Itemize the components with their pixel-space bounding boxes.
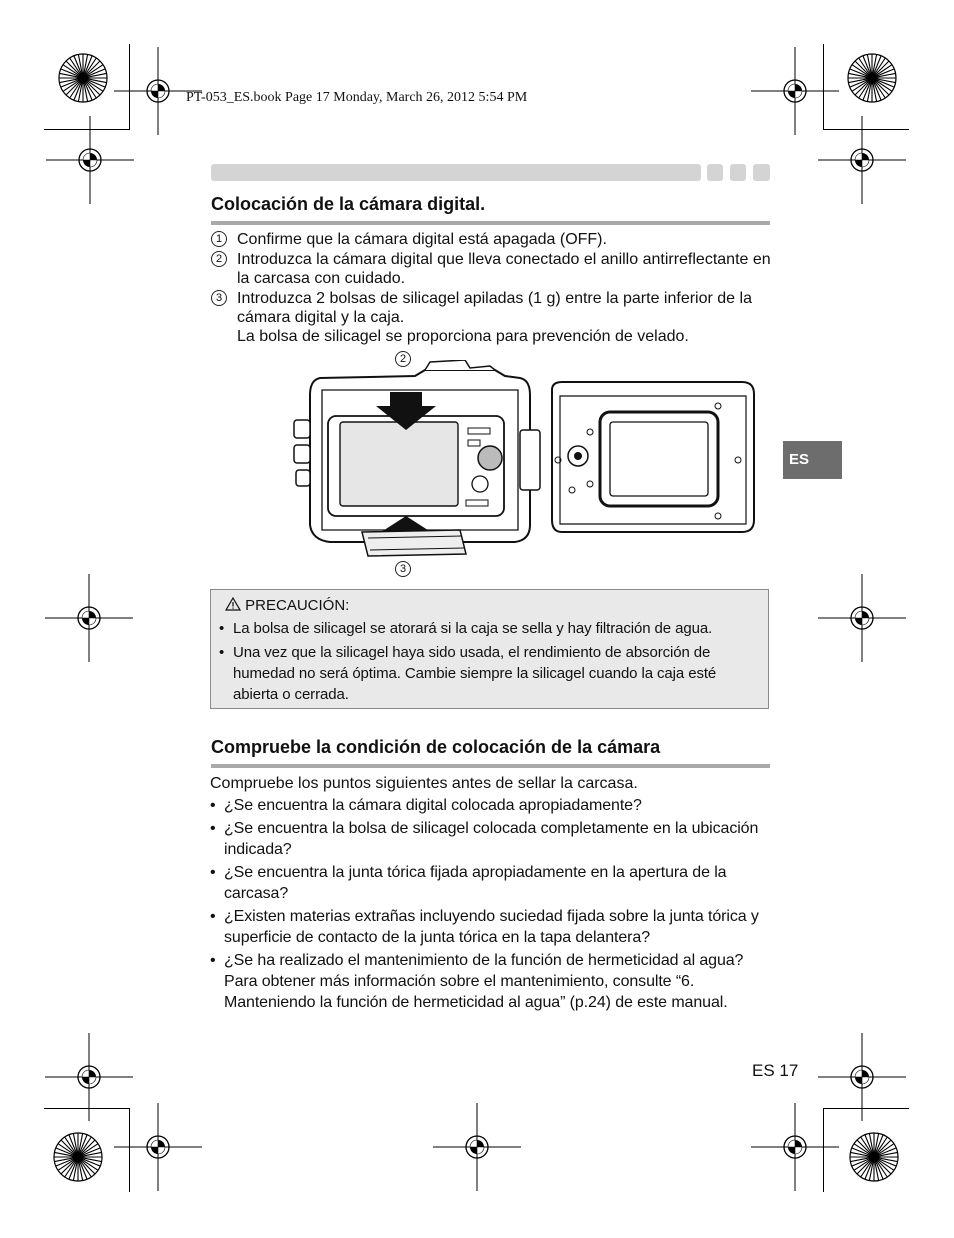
step-note: La bolsa de silicagel se proporciona para prevención de velado. bbox=[237, 328, 689, 345]
check-item: • ¿Se encuentra la cámara digital colocada apropiadamente? bbox=[210, 795, 775, 816]
section-rule bbox=[211, 764, 770, 768]
page-number: ES 17 bbox=[752, 1061, 799, 1080]
placement-steps bbox=[211, 230, 771, 347]
caution-list bbox=[219, 618, 765, 708]
caution-box bbox=[210, 589, 769, 709]
section-title-check: Compruebe la condición de colocación de la cámara bbox=[211, 737, 661, 757]
step-number: 2 bbox=[211, 251, 227, 267]
step-number: 3 bbox=[211, 290, 227, 306]
step-number: 1 bbox=[211, 231, 227, 247]
section-title-placement: Colocación de la cámara digital. bbox=[211, 194, 486, 214]
check-section bbox=[210, 773, 775, 1015]
caution-item: • Una vez que la silicagel haya sido usada, el rendimiento de absorción de humedad no será óptima. Cambie siempre la silicagel cuando la caja esté abierta o cerrada. bbox=[219, 642, 765, 705]
check-intro: Compruebe los puntos siguientes antes de sellar la carcasa. bbox=[210, 775, 638, 792]
caution-item: • La bolsa de silicagel se atorará si la caja se sella y hay filtración de agua. bbox=[219, 618, 765, 639]
step-2 bbox=[211, 250, 771, 288]
check-item: • ¿Se ha realizado el mantenimiento de la función de hermeticidad al agua? Para obtener más información sobre el mantenimiento, consulte “6. Manteniendo la función de hermeticidad al agua” (p.24) de este manual. bbox=[210, 950, 775, 1013]
check-item: • ¿Se encuentra la junta tórica fijada apropiadamente en la apertura de la carcasa? bbox=[210, 862, 775, 904]
check-item: • ¿Se encuentra la bolsa de silicagel colocada completamente en la ubicación indicada? bbox=[210, 818, 775, 860]
check-item: • ¿Existen materias extrañas incluyendo suciedad fijada sobre la junta tórica y superficie de contacto de la junta tórica en la tapa delantera? bbox=[210, 906, 775, 948]
housing-illustration bbox=[290, 360, 770, 565]
language-tab: ES bbox=[783, 441, 842, 479]
step-text: Introduzca la cámara digital que lleva conectado el anillo antirreflectante en la carcasa con cuidado. bbox=[237, 251, 771, 287]
caution-heading bbox=[225, 595, 349, 616]
step-3 bbox=[211, 289, 771, 346]
figure-callout-bottom: 3 bbox=[395, 561, 411, 577]
caution-title: PRECAUCIÓN: bbox=[245, 597, 350, 614]
step-1 bbox=[211, 230, 771, 249]
step-text: Introduzca 2 bolsas de silicagel apiladas (1 g) entre la parte inferior de la cámara digital y la caja. bbox=[237, 290, 752, 326]
step-text: Confirme que la cámara digital está apagada (OFF). bbox=[237, 231, 607, 248]
warning-triangle-icon bbox=[225, 597, 241, 611]
section-rule bbox=[211, 221, 770, 225]
book-info-header: PT-053_ES.book Page 17 Monday, March 26, 2012 5:54 PM bbox=[186, 90, 528, 105]
figure-callout-top: 2 bbox=[395, 351, 411, 367]
